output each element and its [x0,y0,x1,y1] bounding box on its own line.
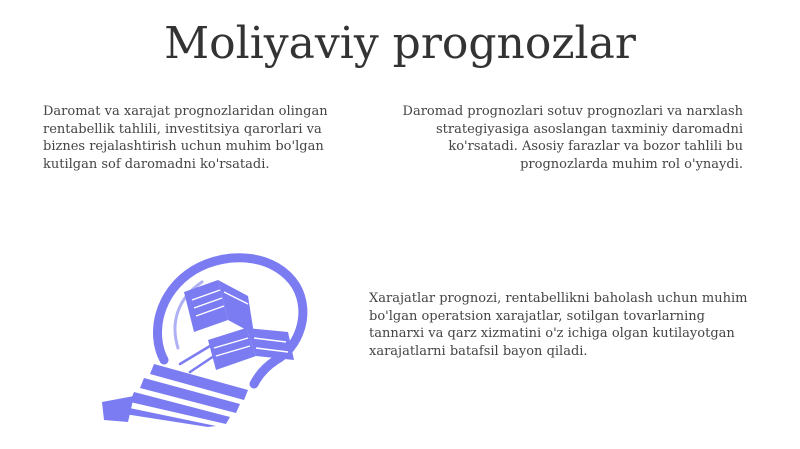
slide-title: Moliyaviy prognozlar [164,18,636,69]
profitability-paragraph: Daromat va xarajat prognozlaridan olingan rentabellik tahlili, investitsiya qarorlari va biznes rejalashtirish uchun muhim bo'lgan kutilgan sof daromadni ko'rsatadi. [43,104,328,172]
expenses-paragraph: Xarajatlar prognozi, rentabellikni baholash uchun muhim bo'lgan operatsion xarajatlar, sotilgan tovarlarning tannarxi va qarz xizmatini o'z ichiga olgan kutilayotgan xarajatlarni batafsil bayon qiladi. [369,291,748,359]
lightbulb-book-icon [98,252,313,427]
revenue-paragraph: Daromad prognozlari sotuv prognozlari va narxlash strategiyasiga asoslangan taxminiy daromadni ko'rsatadi. Asosiy farazlar va bozor tahlili bu prognozlarda muhim rol o'ynaydi. [402,104,743,172]
